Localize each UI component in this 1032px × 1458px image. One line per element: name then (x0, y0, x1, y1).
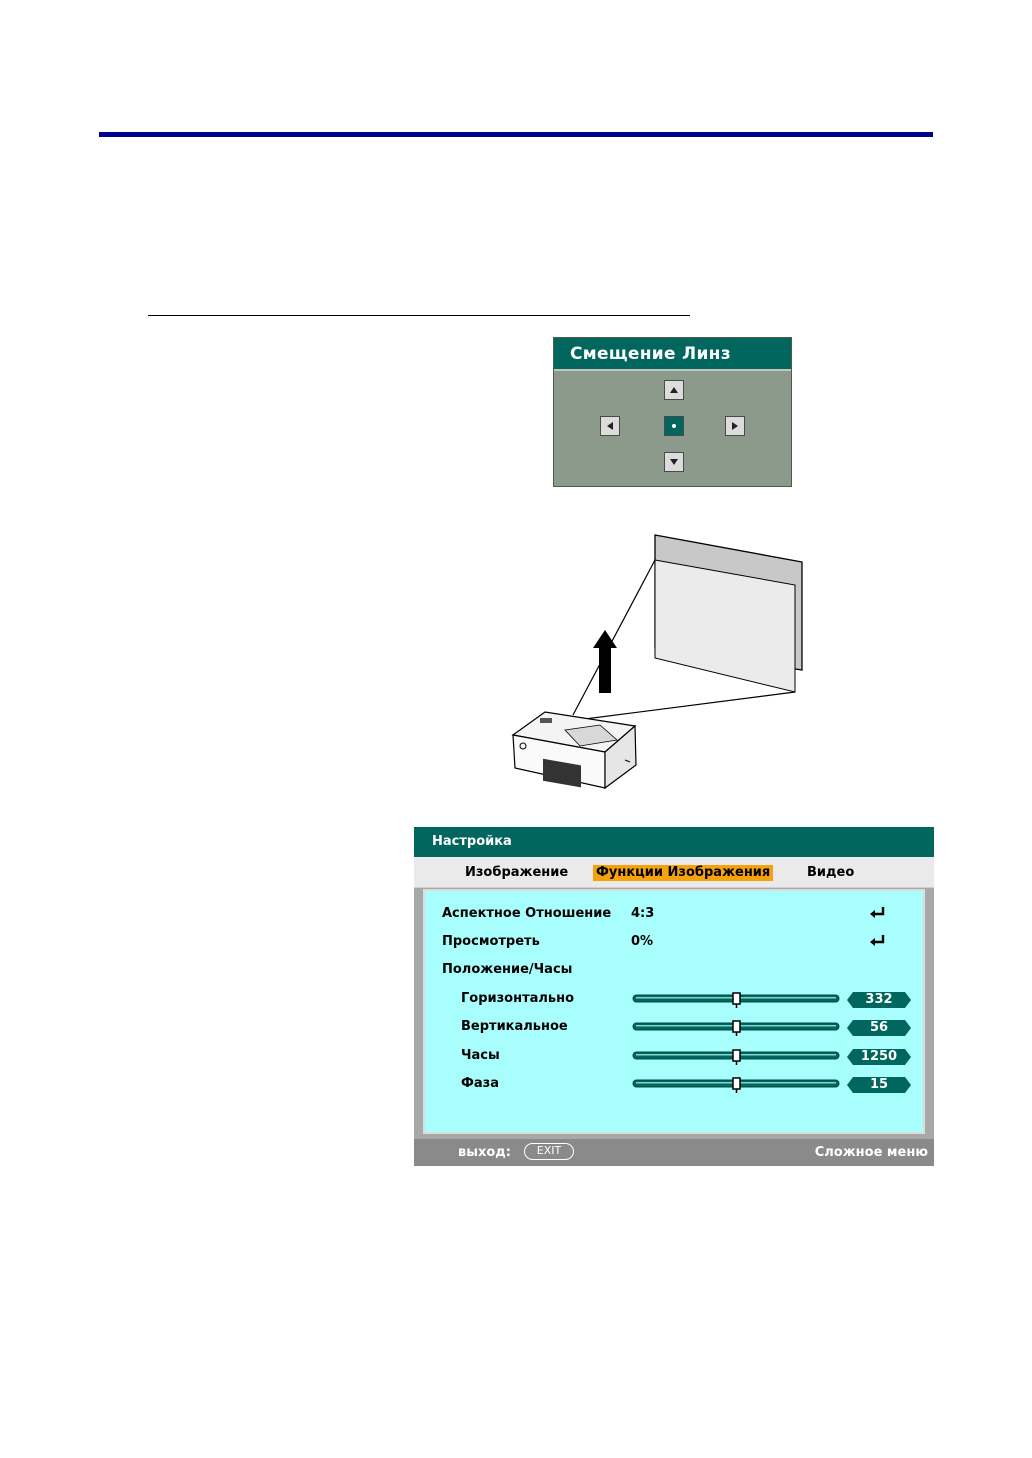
slider-knob (733, 1078, 740, 1089)
arrow-down-icon[interactable] (664, 452, 684, 472)
lens-shift-panel (553, 337, 792, 487)
arrow-right-icon[interactable] (725, 416, 745, 436)
setup-title-bar (414, 827, 934, 857)
projector-lens-shift-illustration (505, 530, 815, 790)
slider-knob (733, 1050, 740, 1061)
slider-knob (733, 993, 740, 1004)
clock-value: 1250 (860, 1049, 898, 1064)
section-underline (148, 315, 690, 316)
setup-tab-bar (414, 857, 934, 888)
exit-button[interactable]: EXIT (524, 1143, 574, 1160)
center-dot-icon[interactable] (664, 416, 684, 436)
aspect-ratio-label[interactable]: Аспектное Отношение (442, 906, 612, 921)
setup-title: Настройка (432, 834, 512, 849)
clock-value-badge (847, 1049, 911, 1065)
phase-value-badge (847, 1077, 911, 1093)
position-clock-label: Положение/Часы (442, 962, 573, 977)
clock-label[interactable]: Часы (461, 1048, 500, 1063)
enter-icon[interactable] (869, 934, 887, 948)
lens-shift-title: Смещение Линз (570, 344, 731, 364)
horizontal-label[interactable]: Горизонтально (461, 991, 575, 1006)
exit-label: выход: (458, 1145, 511, 1160)
phase-value: 15 (869, 1077, 889, 1092)
header-rule (99, 132, 933, 137)
tab-image[interactable]: Изображение (465, 865, 569, 880)
setup-menu (414, 827, 934, 1166)
phase-slider[interactable] (633, 1079, 839, 1089)
vertical-value: 56 (869, 1020, 889, 1035)
vertical-slider[interactable] (633, 1022, 839, 1032)
horizontal-slider[interactable] (633, 994, 839, 1004)
setup-footer (414, 1139, 934, 1166)
vertical-label[interactable]: Вертикальное (461, 1019, 568, 1034)
slider-knob (733, 1021, 740, 1032)
enter-icon[interactable] (869, 906, 887, 920)
advanced-menu-label[interactable]: Сложное меню (814, 1145, 928, 1160)
horizontal-value: 332 (865, 992, 893, 1007)
arrow-left-icon[interactable] (600, 416, 620, 436)
clock-slider[interactable] (633, 1051, 839, 1061)
tab-video[interactable]: Видео (807, 865, 855, 880)
overscan-value: 0% (631, 934, 654, 949)
setup-content (423, 889, 925, 1134)
aspect-ratio-value: 4:3 (631, 906, 655, 921)
projector-icon (513, 712, 636, 788)
overscan-label[interactable]: Просмотреть (442, 934, 540, 949)
phase-label[interactable]: Фаза (461, 1076, 499, 1091)
horizontal-value-badge (847, 992, 911, 1008)
tab-image-options[interactable]: Функции Изображения (593, 865, 773, 881)
vertical-value-badge (847, 1020, 911, 1036)
lens-shift-title-bar (554, 338, 791, 371)
arrow-up-icon[interactable] (664, 380, 684, 400)
